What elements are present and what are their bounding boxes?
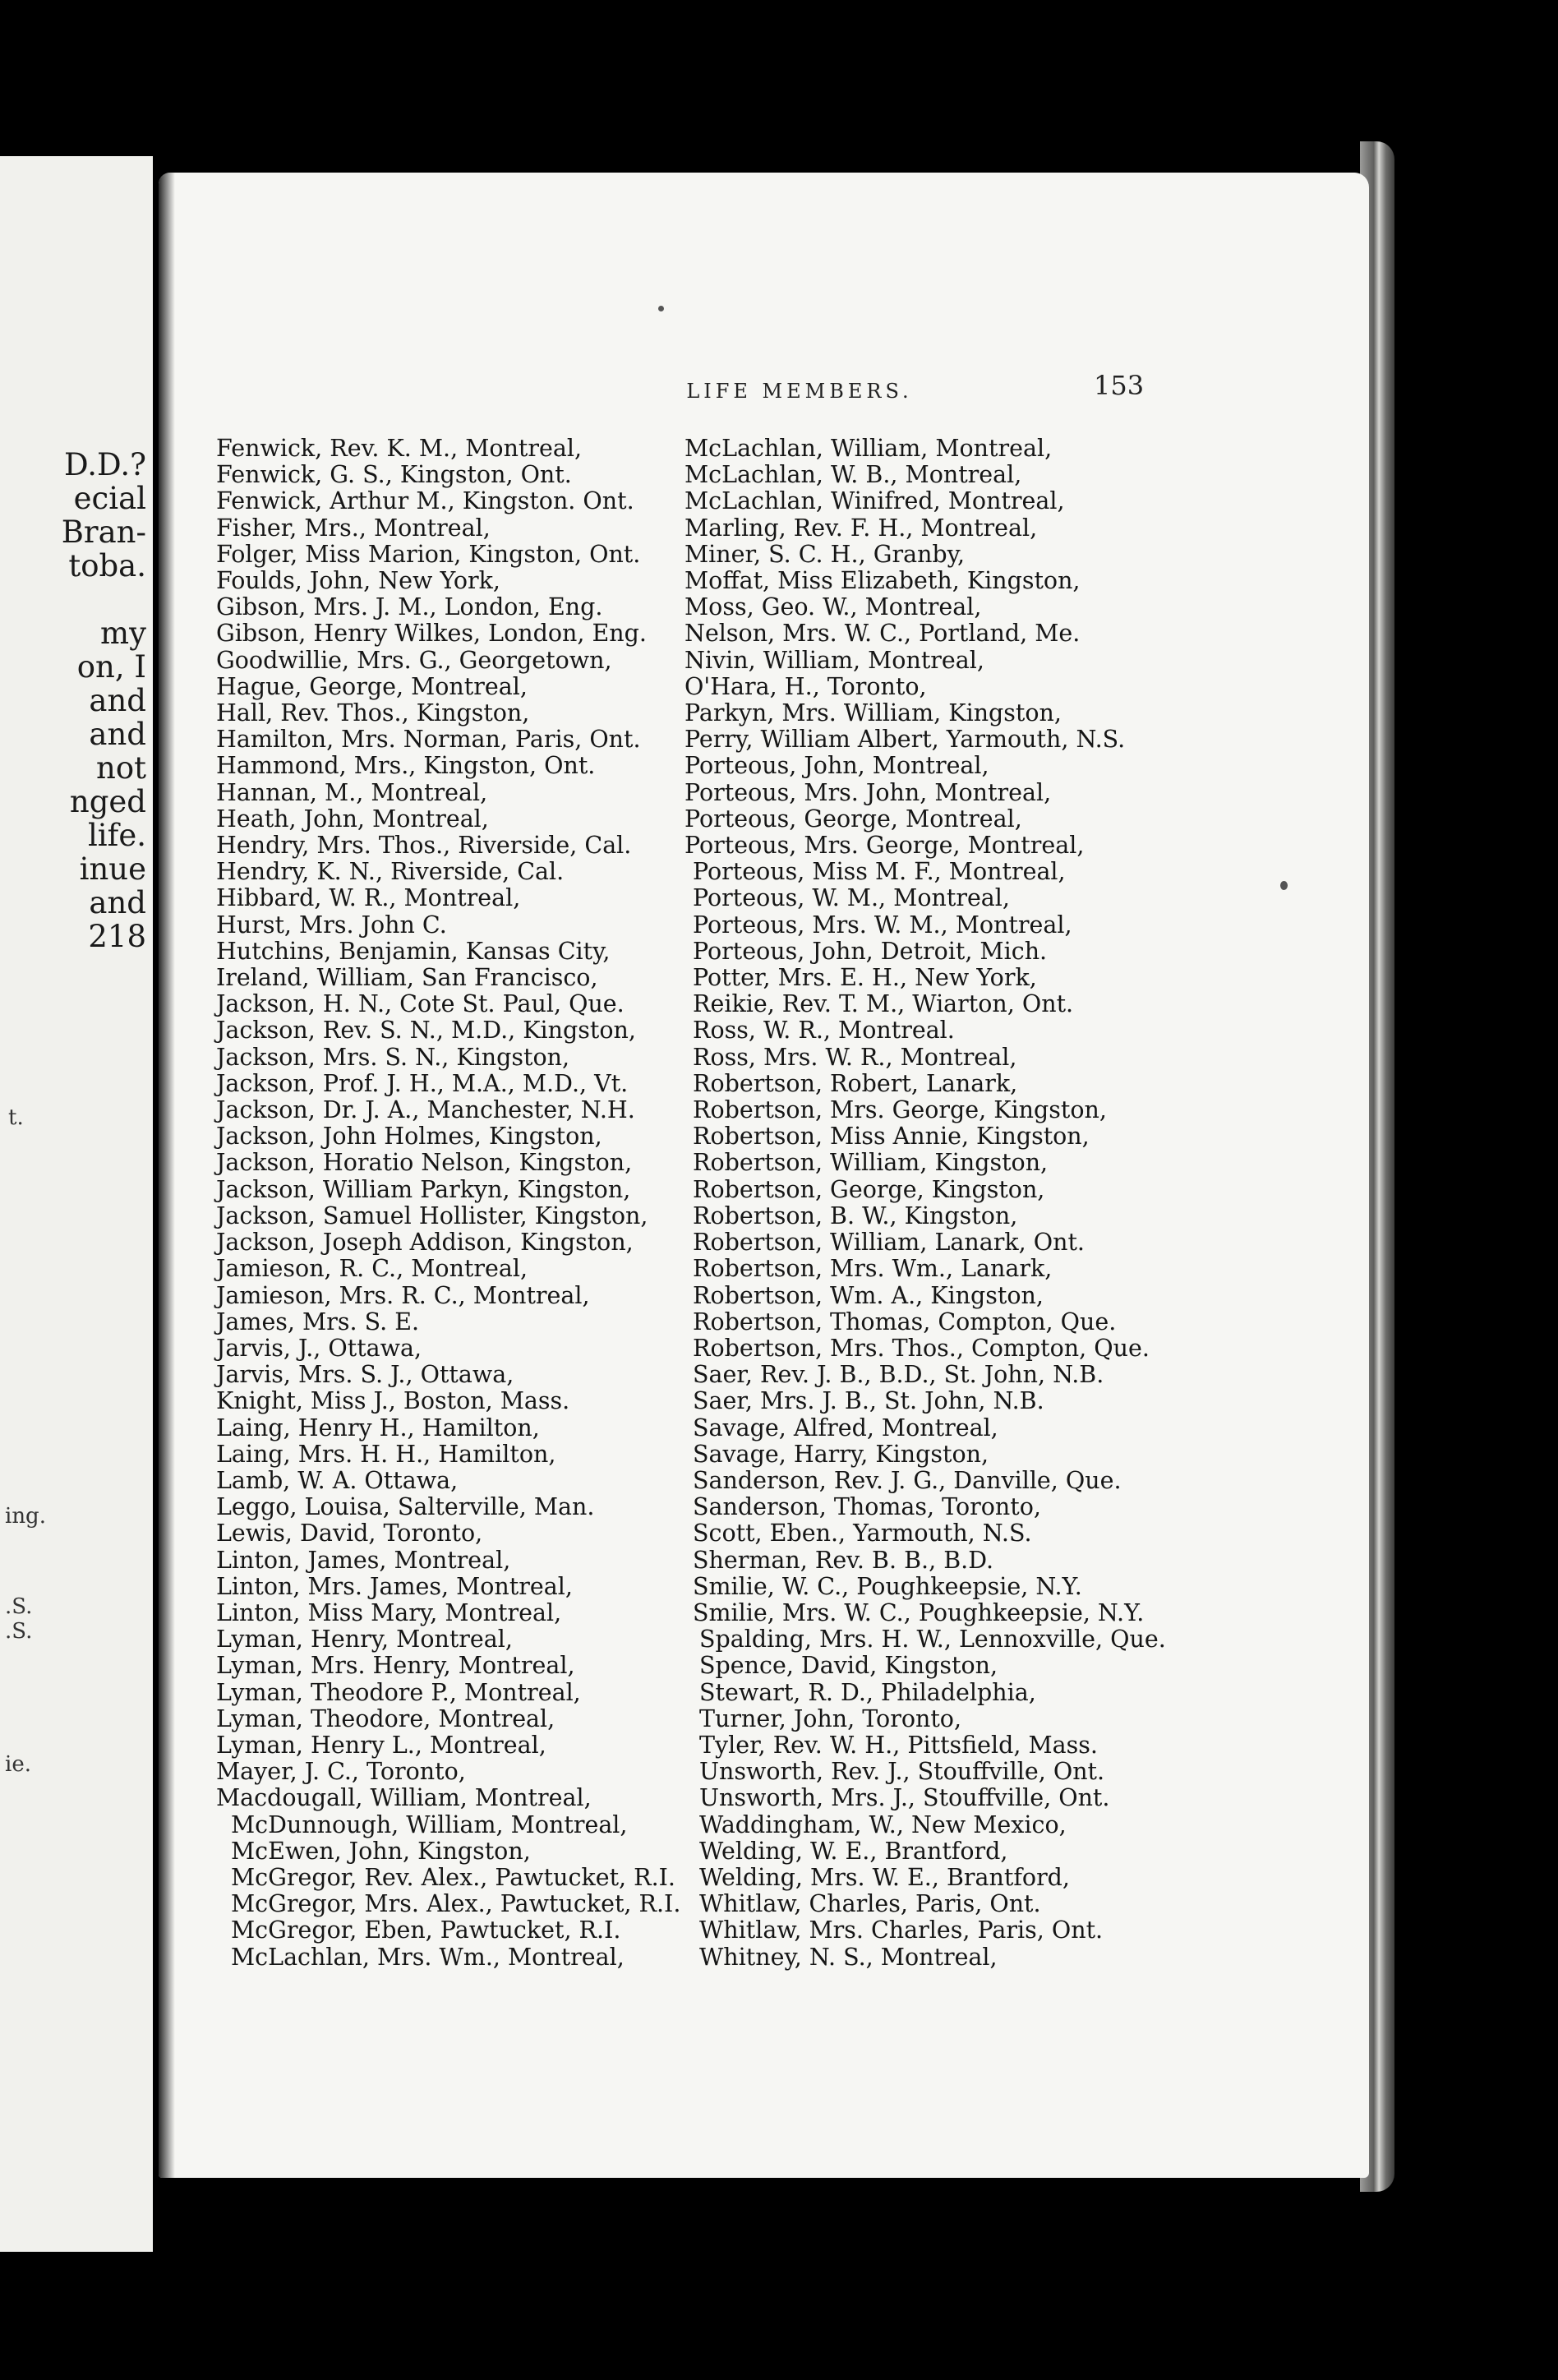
member-entry: McLachlan, William, Montreal, (685, 435, 1053, 462)
dust-speck (658, 306, 664, 311)
member-entry: Ireland, William, San Francisco, (216, 964, 598, 992)
facing-page-line: nged (69, 784, 146, 819)
facing-page-fragment (0, 156, 153, 2252)
member-entry: Porteous, Mrs. John, Montreal, (685, 778, 1052, 806)
facing-page-text (0, 448, 146, 953)
page-number: 153 (1094, 370, 1145, 401)
member-entry: Whitlaw, Charles, Paris, Ont. (699, 1890, 1041, 1918)
member-entry: Sherman, Rev. B. B., B.D. (693, 1546, 994, 1574)
member-entry: Porteous, Mrs. George, Montreal, (685, 832, 1085, 860)
member-entry: Potter, Mrs. E. H., New York, (693, 964, 1037, 992)
member-entry: Savage, Harry, Kingston, (693, 1440, 989, 1468)
member-entry: Porteous, John, Detroit, Mich. (693, 937, 1048, 965)
member-entry: Whitlaw, Mrs. Charles, Paris, Ont. (699, 1916, 1104, 1944)
member-entry: Lyman, Henry L., Montreal, (216, 1731, 546, 1759)
member-entry: Robertson, Wm. A., Kingston, (693, 1281, 1044, 1309)
member-entry: James, Mrs. S. E. (216, 1308, 420, 1335)
member-entry: Mayer, J. C., Toronto, (216, 1758, 466, 1786)
member-entry: Leggo, Louisa, Salterville, Man. (216, 1493, 595, 1521)
facing-page-line: not (96, 750, 146, 786)
member-entry: Whitney, N. S., Montreal, (699, 1943, 998, 1971)
member-list-left-column (216, 436, 742, 1971)
member-entry: Saer, Rev. J. B., B.D., St. John, N.B. (693, 1361, 1104, 1389)
facing-page-line: Bran- (61, 514, 146, 550)
facing-page-line: ecial (73, 481, 146, 516)
member-entry: Hammond, Mrs., Kingston, Ont. (216, 752, 596, 780)
member-entry: Fenwick, G. S., Kingston, Ont. (216, 461, 572, 489)
member-list-right-column (685, 436, 1325, 1971)
member-entry: Moffat, Miss Elizabeth, Kingston, (685, 567, 1081, 595)
member-entry: Saer, Mrs. J. B., St. John, N.B. (693, 1387, 1044, 1415)
margin-note: ing. (5, 1504, 46, 1529)
member-entry: McLachlan, Winifred, Montreal, (685, 487, 1065, 515)
member-entry: Linton, Miss Mary, Montreal, (216, 1598, 562, 1626)
member-entry: Robertson, Mrs. George, Kingston, (693, 1096, 1107, 1124)
member-entry: Ross, Mrs. W. R., Montreal, (693, 1043, 1017, 1071)
member-entry: McGregor, Mrs. Alex., Pawtucket, R.I. (231, 1890, 681, 1918)
member-entry: Lyman, Henry, Montreal, (216, 1626, 513, 1654)
member-entry: Turner, John, Toronto, (699, 1704, 961, 1732)
facing-page-line: 218 (88, 919, 146, 954)
member-entry: Scott, Eben., Yarmouth, N.S. (693, 1520, 1032, 1547)
facing-page-line: inue (79, 851, 146, 887)
member-entry: Parkyn, Mrs. William, Kingston, (685, 699, 1062, 727)
member-entry: Robertson, B. W., Kingston, (693, 1202, 1018, 1229)
member-entry: Jackson, Dr. J. A., Manchester, N.H. (216, 1096, 635, 1124)
member-entry: Waddingham, W., New Mexico, (699, 1810, 1067, 1838)
member-entry: Robertson, Thomas, Compton, Que. (693, 1308, 1117, 1335)
member-entry: Lamb, W. A. Ottawa, (216, 1466, 459, 1494)
member-entry: Savage, Alfred, Montreal, (693, 1414, 998, 1441)
member-entry: Lyman, Theodore P., Montreal, (216, 1678, 581, 1706)
member-entry: Porteous, W. M., Montreal, (693, 884, 1010, 912)
member-entry: Laing, Mrs. H. H., Hamilton, (216, 1440, 556, 1468)
member-entry: Robertson, William, Lanark, Ont. (693, 1229, 1085, 1257)
member-entry: Robertson, Mrs. Wm., Lanark, (693, 1255, 1053, 1283)
facing-page-line: on, I (76, 649, 146, 685)
member-entry: Welding, W. E., Brantford, (699, 1837, 1008, 1865)
member-entry: Jackson, William Parkyn, Kingston, (216, 1175, 631, 1203)
gutter-shadow (159, 173, 175, 2178)
member-entry: Smilie, Mrs. W. C., Poughkeepsie, N.Y. (693, 1598, 1145, 1626)
book-page (159, 173, 1369, 2178)
member-entry: McGregor, Eben, Pawtucket, R.I. (231, 1916, 621, 1944)
member-entry: Porteous, Miss M. F., Montreal, (693, 858, 1066, 886)
member-entry: Jackson, Prof. J. H., M.A., M.D., Vt. (216, 1069, 629, 1097)
member-entry: McLachlan, Mrs. Wm., Montreal, (231, 1943, 625, 1971)
member-entry: Nelson, Mrs. W. C., Portland, Me. (685, 620, 1081, 648)
member-entry: Jackson, Joseph Addison, Kingston, (216, 1229, 634, 1257)
member-entry: Hutchins, Benjamin, Kansas City, (216, 937, 611, 965)
member-entry: Heath, John, Montreal, (216, 805, 489, 833)
member-entry: Foulds, John, New York, (216, 567, 500, 595)
member-entry: Stewart, R. D., Philadelphia, (699, 1678, 1036, 1706)
member-entry: Robertson, Miss Annie, Kingston, (693, 1123, 1090, 1151)
facing-page-line: life. (87, 818, 146, 853)
member-entry: Hendry, K. N., Riverside, Cal. (216, 858, 565, 886)
running-head: LIFE MEMBERS. (686, 380, 913, 403)
member-entry: Robertson, Mrs. Thos., Compton, Que. (693, 1334, 1150, 1362)
facing-page-line (0, 583, 146, 616)
member-entry: Unsworth, Rev. J., Stouffville, Ont. (699, 1758, 1105, 1786)
member-entry: Miner, S. C. H., Granby, (685, 540, 966, 568)
member-entry: Porteous, Mrs. W. M., Montreal, (693, 911, 1072, 939)
member-entry: Gibson, Henry Wilkes, London, Eng. (216, 620, 647, 648)
member-entry: Lyman, Mrs. Henry, Montreal, (216, 1652, 575, 1680)
margin-note: ie. (5, 1752, 31, 1777)
margin-note: .S. (5, 1619, 33, 1644)
member-entry: Fenwick, Rev. K. M., Montreal, (216, 435, 583, 462)
facing-page-line: toba. (68, 548, 146, 583)
facing-page-line: and (89, 683, 146, 718)
facing-page-line: D.D.? (63, 447, 146, 482)
member-entry: Tyler, Rev. W. H., Pittsfield, Mass. (699, 1731, 1098, 1759)
member-entry: Robertson, George, Kingston, (693, 1175, 1045, 1203)
member-entry: Jackson, H. N., Cote St. Paul, Que. (216, 990, 625, 1018)
member-entry: Linton, Mrs. James, Montreal, (216, 1572, 573, 1600)
member-entry: Fisher, Mrs., Montreal, (216, 514, 491, 542)
member-entry: Knight, Miss J., Boston, Mass. (216, 1387, 570, 1415)
member-entry: Nivin, William, Montreal, (685, 646, 984, 674)
member-entry: Laing, Henry H., Hamilton, (216, 1414, 540, 1441)
member-entry: Unsworth, Mrs. J., Stouffville, Ont. (699, 1784, 1110, 1812)
member-entry: Folger, Miss Marion, Kingston, Ont. (216, 540, 641, 568)
member-entry: Macdougall, William, Montreal, (216, 1784, 592, 1812)
member-entry: Jackson, Mrs. S. N., Kingston, (216, 1043, 570, 1071)
member-entry: Jarvis, J., Ottawa, (216, 1334, 422, 1362)
member-entry: Jarvis, Mrs. S. J., Ottawa, (216, 1361, 514, 1389)
member-entry: Robertson, Robert, Lanark, (693, 1069, 1018, 1097)
member-entry: Jackson, Horatio Nelson, Kingston, (216, 1149, 633, 1177)
member-entry: Hannan, M., Montreal, (216, 778, 488, 806)
member-entry: Goodwillie, Mrs. G., Georgetown, (216, 646, 612, 674)
member-entry: Jackson, Samuel Hollister, Kingston, (216, 1202, 648, 1229)
member-entry: Fenwick, Arthur M., Kingston. Ont. (216, 487, 634, 515)
member-entry: Hall, Rev. Thos., Kingston, (216, 699, 530, 727)
member-entry: Hendry, Mrs. Thos., Riverside, Cal. (216, 832, 632, 860)
member-entry: McLachlan, W. B., Montreal, (685, 461, 1022, 489)
member-entry: Moss, Geo. W., Montreal, (685, 593, 982, 621)
facing-page-line: and (89, 717, 146, 752)
member-entry: Jamieson, R. C., Montreal, (216, 1255, 528, 1283)
member-entry: Reikie, Rev. T. M., Wiarton, Ont. (693, 990, 1074, 1018)
member-entry: Robertson, William, Kingston, (693, 1149, 1049, 1177)
member-entry: Marling, Rev. F. H., Montreal, (685, 514, 1038, 542)
margin-note: t. (8, 1105, 24, 1130)
member-entry: Lewis, David, Toronto, (216, 1520, 483, 1547)
member-entry: McDunnough, William, Montreal, (231, 1810, 628, 1838)
member-entry: Jackson, Rev. S. N., M.D., Kingston, (216, 1017, 636, 1045)
member-entry: Smilie, W. C., Poughkeepsie, N.Y. (693, 1572, 1082, 1600)
member-entry: Spence, David, Kingston, (699, 1652, 998, 1680)
member-entry: Jamieson, Mrs. R. C., Montreal, (216, 1281, 590, 1309)
member-entry: Welding, Mrs. W. E., Brantford, (699, 1863, 1070, 1891)
facing-page-line: and (89, 885, 146, 920)
member-entry: Spalding, Mrs. H. W., Lennoxville, Que. (699, 1626, 1166, 1654)
member-entry: Porteous, John, Montreal, (685, 752, 989, 780)
member-entry: Hurst, Mrs. John C. (216, 911, 447, 939)
facing-page-line: my (100, 616, 146, 651)
member-entry: Sanderson, Thomas, Toronto, (693, 1493, 1041, 1521)
member-entry: Sanderson, Rev. J. G., Danville, Que. (693, 1466, 1122, 1494)
member-entry: Jackson, John Holmes, Kingston, (216, 1123, 602, 1151)
member-entry: Porteous, George, Montreal, (685, 805, 1022, 833)
member-entry: Hibbard, W. R., Montreal, (216, 884, 521, 912)
margin-note: .S. (5, 1594, 33, 1619)
member-entry: Hague, George, Montreal, (216, 672, 528, 700)
member-entry: McEwen, John, Kingston, (231, 1837, 531, 1865)
member-entry: Ross, W. R., Montreal. (693, 1017, 955, 1045)
member-entry: Gibson, Mrs. J. M., London, Eng. (216, 593, 603, 621)
member-entry: McGregor, Rev. Alex., Pawtucket, R.I. (231, 1863, 675, 1891)
member-entry: Hamilton, Mrs. Norman, Paris, Ont. (216, 726, 641, 754)
member-entry: Perry, William Albert, Yarmouth, N.S. (685, 726, 1126, 754)
member-entry: O'Hara, H., Toronto, (685, 672, 927, 700)
member-entry: Lyman, Theodore, Montreal, (216, 1704, 555, 1732)
member-entry: Linton, James, Montreal, (216, 1546, 511, 1574)
